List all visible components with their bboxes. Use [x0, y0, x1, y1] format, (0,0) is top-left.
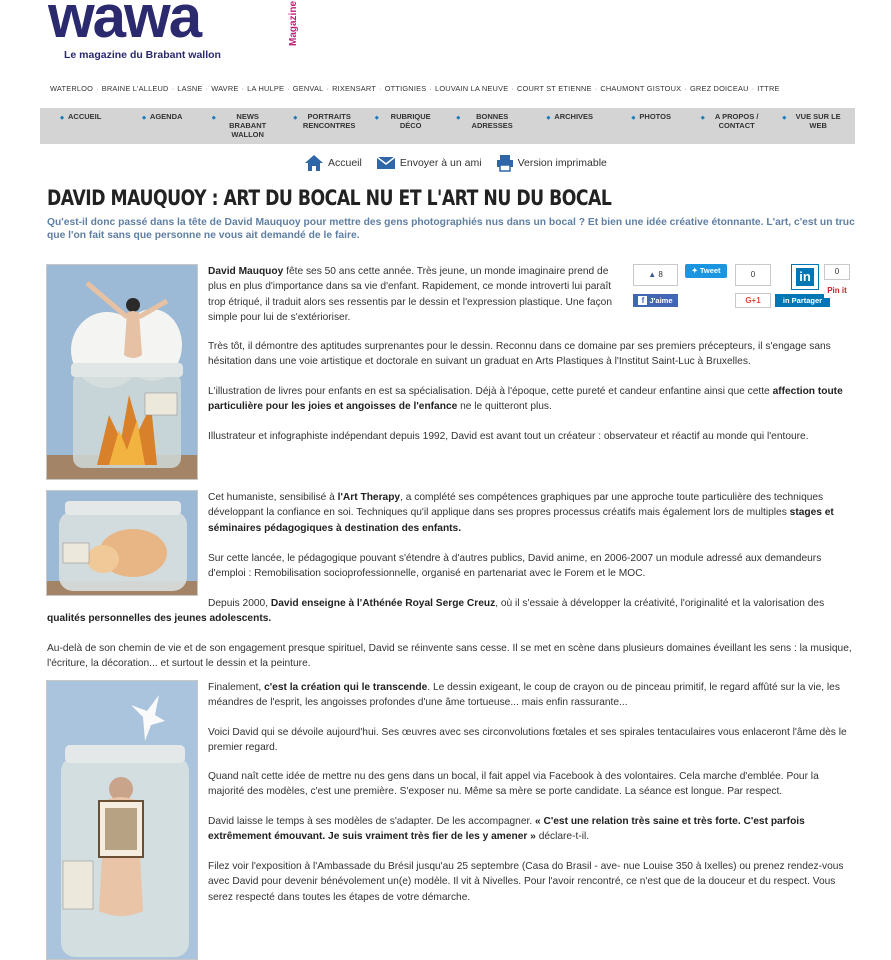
author-name: David Mauquoy — [208, 266, 284, 277]
town-link[interactable]: LASNE — [177, 84, 203, 93]
town-link[interactable]: GREZ DOICEAU — [689, 84, 749, 93]
article-paragraph-13: Filez voir l'exposition à l'Ambassade du Brésil jusqu'au 25 septembre (Casa do Brasil - ave- nue Louise 350 à Ixelles) ou prenez rendez-vous avec David pour devenir bénévolement un(e) modèle. Il vit à Nivelles. Pour l'avoir rencontré, ce n'est que de la douceur et du respect. Vous serez respecté dans toutes les étapes de votre démarche. — [208, 861, 844, 903]
bullet-icon: ◆ — [700, 115, 705, 121]
bullet-icon: ◆ — [782, 115, 787, 121]
article-paragraph-6: Sur cette lancée, le pédagogique pouvant s'étendre à d'autres publics, David anime, en 2006-2007 un module adressé aux demandeurs d'emploi : Remobilisation socioprofessionnelle, organisé en partenariat avec le Forem et le MOC. — [208, 553, 822, 580]
town-link[interactable]: GENVAL — [292, 84, 324, 93]
bullet-icon: ◆ — [142, 115, 146, 121]
tweet-label: Tweet — [699, 266, 721, 275]
linkedin-icon: in — [796, 268, 814, 286]
photo-foetus-in-jar — [46, 490, 198, 596]
article-paragraph-7-cont: qualités personnelles des jeunes adolescents. — [47, 613, 272, 624]
print-link-label: Version imprimable — [517, 157, 607, 169]
nav-news[interactable]: ◆ NEWS BRABANT WALLON — [203, 108, 285, 144]
article-title: DAVID MAUQUOY : ART DU BOCAL NU ET L'ART NU DU BOCAL — [47, 186, 612, 210]
photo-angel-in-jar — [46, 264, 198, 480]
home-link[interactable] — [304, 154, 362, 172]
bullet-icon: ◆ — [211, 115, 216, 121]
send-link-label: Envoyer à un ami — [399, 157, 482, 169]
fb-like-button[interactable] — [633, 294, 678, 307]
print-version-link[interactable] — [496, 154, 607, 172]
town-link[interactable]: CHAUMONT GISTOUX — [600, 84, 682, 93]
bullet-icon: ◆ — [60, 115, 64, 121]
article-paragraph-1: David Mauquoy fête ses 50 ans cette année. Très jeune, un monde imaginaire prend de plus en plus d'importance dans sa vie d'enfant. Rapidement, ce monde introverti lui paraît trop étriqué, il traduit alors ses ressentis par le dessin et l'expression plastique. Une façon simple pour lui de s'extérioriser. — [208, 266, 612, 324]
town-link[interactable]: WAVRE — [211, 84, 239, 93]
article-paragraph-3: L'illustration de livres pour enfants en est sa spécialisation. Déjà à l'époque, cette pureté et candeur enfantine ainsi que cette affection toute particulière pour les joies et angoisses de l'enfance ne le quitteront plus. — [208, 386, 843, 413]
fb-like-count: 8 — [658, 270, 663, 279]
linkedin-count-value: 0 — [834, 267, 840, 276]
woman-jar-illustration — [47, 681, 198, 960]
gplus-count: 0 — [750, 270, 756, 279]
nav-photos[interactable]: ◆ PHOTOS — [611, 108, 693, 144]
town-link[interactable]: WATERLOO — [50, 84, 94, 93]
linkedin-small-icon: in — [782, 296, 790, 305]
site-logo[interactable] — [48, 0, 308, 64]
town-link[interactable]: RIXENSART — [332, 84, 377, 93]
town-link[interactable]: BRAINE L'ALLEUD — [101, 84, 169, 93]
article-paragraph-7: Depuis 2000, David enseigne à l'Athénée Royal Serge Creuz, où il s'essaie à développer la créativité, l'originalité et la valorisation des — [208, 598, 825, 609]
bullet-icon: ◆ — [374, 115, 379, 121]
bullet-icon: ◆ — [456, 115, 461, 121]
foetus-jar-illustration — [47, 491, 198, 596]
printer-icon — [496, 154, 514, 172]
article-paragraph-5: Cet humaniste, sensibilisé à l'Art Therapy, a complété ses compétences graphiques par une approche toute particulière des techniques développant la confiance en soi. Techniques qu'il applique dans ses propres processus créatifs mais également lors de multiples stages et séminaires pédagogiques à destination des enfants. — [208, 492, 834, 534]
article-lede: Qu'est-il donc passé dans la tête de David Mauquoy pour mettre des gens photographiés nus dans un bocal ? Et bien une idée créative étonnante. L'art, c'est un truc que l'on fait sans que personne ne vous ait demandé de le faire. — [47, 217, 855, 241]
article-tools — [304, 154, 621, 172]
nav-vue-sur-le-web[interactable]: ◆ VUE SUR LE WEB — [774, 108, 856, 144]
nav-rubrique-deco[interactable]: ◆ RUBRIQUE DÉCO — [366, 108, 448, 144]
nav-accueil[interactable]: ◆ ACCUEIL — [40, 108, 122, 144]
bullet-icon: ◆ — [546, 115, 551, 121]
nav-archives[interactable]: ◆ ARCHIVES — [529, 108, 611, 144]
thumbs-up-icon: ▲ — [648, 270, 657, 279]
article-paragraph-10: Voici David qui se dévoile aujourd'hui. Ses œuvres avec ses circonvolutions fœtales et ses spirales tentaculaires vous enlaceront l'âme dès le premier regard. — [208, 727, 847, 754]
pinterest-button[interactable] — [824, 286, 850, 298]
nav-a-propos[interactable]: ◆ A PROPOS / CONTACT — [692, 108, 774, 144]
article-paragraph-12: David laisse le temps à ses modèles de s'adapter. De les accompagner. « C'est une relation très saine et très forte. C'est parfois extrêmement émouvant. Je suis vraiment très fier de les y amener » déclare-t-il. — [208, 816, 805, 843]
social-share-bar — [633, 264, 853, 314]
pinterest-label: Pin it — [827, 286, 847, 295]
article-paragraph-9: Finalement, c'est la création qui le transcende. Le dessin exigeant, le coup de crayon ou de pinceau primitif, le regard affûté sur la vie, les méandres de l'esprit, les angoisses profondes d'une âme tortueuse... mais enfin rassurante... — [208, 682, 840, 709]
article-paragraph-4: Illustrateur et infographiste indépendant depuis 1992, David est avant tout un créateur : observateur et réactif au monde qui l'entoure. — [208, 431, 809, 442]
town-link[interactable]: OTTIGNIES — [384, 84, 427, 93]
twitter-bird-icon: ✦ — [691, 266, 698, 275]
linkedin-count — [824, 264, 850, 280]
gplus-count-box — [735, 264, 771, 286]
towns-bar: WATERLOO · BRAINE L'ALLEUD · LASNE · WAVRE · LA HULPE · GENVAL · RIXENSART · OTTIGNIES · LOUVAIN LA NEUVE · COURT ST ETIENNE · CHAUMONT GISTOUX · GREZ DOICEAU · ITTRE — [50, 84, 780, 93]
photo-woman-in-jar — [46, 680, 198, 960]
angel-jar-illustration — [47, 265, 198, 480]
article-paragraph-2: Très tôt, il démontre des aptitudes surprenantes pour le dessin. Reconnu dans ce domaine par ses premiers précepteurs, il s'engage sans hésitation dans une voie artistique et doctorale en suivant un graduat en Arts Plastiques à l'Institut Saint-Luc à Bruxelles. — [208, 341, 831, 368]
town-link[interactable]: ITTRE — [757, 84, 780, 93]
logo-magazine-label: Magazine — [288, 0, 299, 46]
town-link[interactable]: COURT ST ETIENNE — [517, 84, 592, 93]
tweet-button[interactable] — [685, 264, 727, 278]
nav-bonnes-adresses[interactable]: ◆ BONNES ADRESSES — [448, 108, 530, 144]
town-link[interactable]: LOUVAIN LA NEUVE — [435, 84, 509, 93]
facebook-icon: f — [638, 296, 647, 305]
bullet-icon: ◆ — [631, 115, 636, 121]
fb-like-count-box[interactable] — [633, 264, 678, 286]
linkedin-count-box[interactable] — [791, 264, 819, 290]
fb-like-label: J'aime — [649, 296, 673, 305]
logo-tagline: Le magazine du Brabant wallon — [64, 49, 221, 61]
main-nav — [40, 108, 855, 144]
linkedin-share-button[interactable] — [775, 294, 830, 307]
envelope-icon — [376, 156, 396, 170]
logo-wordmark: wawa — [48, 0, 201, 50]
nav-portraits[interactable]: ◆ PORTRAITS RENCONTRES — [285, 108, 367, 144]
bullet-icon: ◆ — [293, 115, 298, 121]
linkedin-share-label: Partager — [791, 296, 823, 305]
nav-agenda[interactable]: ◆ AGENDA — [122, 108, 204, 144]
article-paragraph-8: Au-delà de son chemin de vie et de son engagement presque spirituel, David se réinvente sans cesse. Il se met en scène dans plusieurs domaines éveillant les sens : la musique, l'écriture, la décoration... et surtout le dessin et la peinture. — [47, 643, 852, 670]
home-link-label: Accueil — [328, 157, 362, 169]
gplus-label: G+1 — [745, 296, 761, 305]
article-paragraph-11: Quand naît cette idée de mettre nu des gens dans un bocal, il fait appel via Facebook à des volontaires. Cela marche d'emblée. Pour la majorité des modèles, c'est une première. S'exposer nu. Même sa mère se porte candidate. La séance est longue. Par respect. — [208, 771, 819, 798]
gplus-button[interactable] — [735, 293, 771, 308]
town-link[interactable]: LA HULPE — [247, 84, 285, 93]
send-to-friend-link[interactable] — [376, 156, 482, 170]
home-icon — [304, 154, 324, 172]
